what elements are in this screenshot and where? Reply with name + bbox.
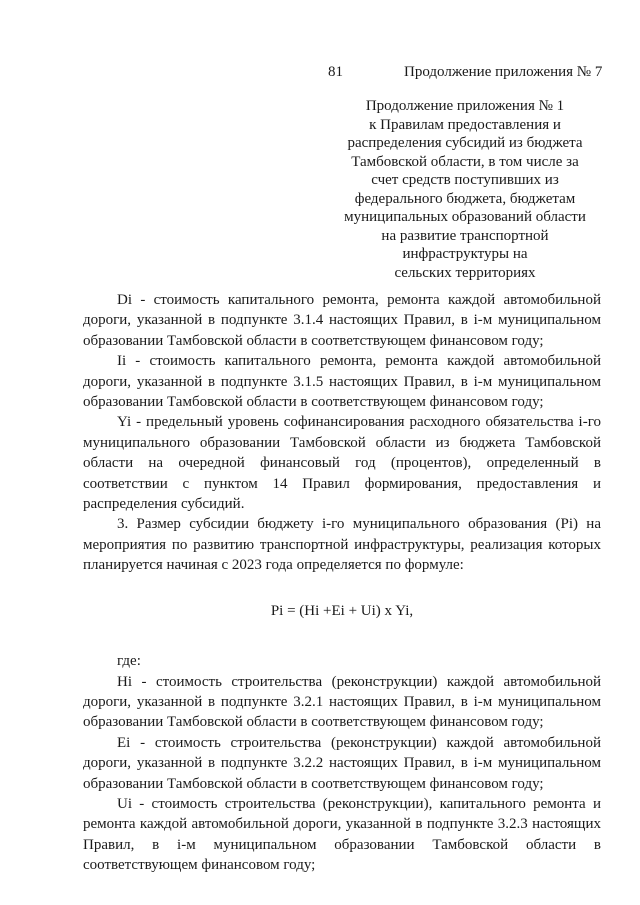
paragraph-ei: Ei - стоимость строительства (реконструкции) каждой автомобильной дороги, указанной в подпункте 3.2.2 настоящих Правил, в i-м муниципальном образовании Тамбовской области в соответствующем финансовом году; <box>83 734 601 792</box>
header-line: Продолжение приложения № 1 <box>365 98 565 114</box>
header-line: сельских территориях <box>394 264 536 281</box>
header-line: на развитие транспортной <box>381 227 549 244</box>
header-line: к Правилам предоставления и <box>369 116 561 133</box>
continuation-label: Продолжение приложения № 7 <box>404 64 603 80</box>
paragraph-section-3: 3. Размер субсидии бюджету i-го муниципального образования (Pi) на мероприятия по развитию транспортной инфраструктуры, реализация которых планируется начиная с 2023 года определяется по формуле: <box>83 516 601 574</box>
formula: Pi = (Hi +Ei + Ui) x Yi, <box>270 602 414 619</box>
header-line: Тамбовской области, в том числе за <box>351 153 579 170</box>
header-line: федерального бюджета, бюджетам <box>354 190 576 207</box>
page-number: 81 <box>328 64 343 80</box>
where-label: где: <box>117 653 141 670</box>
appendix-header <box>330 97 600 282</box>
paragraph-di: Di - стоимость капитального ремонта, ремонта каждой автомобильной дороги, указанной в подпункте 3.1.4 настоящих Правил, в i-м муниципальном образовании Тамбовской области в соответствующем финансовом году; <box>83 292 601 349</box>
paragraph-ui: Ui - стоимость строительства (реконструкции), капитального ремонта и ремонта каждой автомобильной дороги, указанной в подпункте 3.2.3 настоящих Правил, в i-м муниципальном образовании Тамбовской области в соответствующем финансовом году; <box>83 795 601 874</box>
header-line: муниципальных образований области <box>344 209 586 225</box>
header-line: инфраструктуры на <box>402 246 528 262</box>
paragraph-ii: Ii - стоимость капитального ремонта, ремонта каждой автомобильной дороги, указанной в подпункте 3.1.5 настоящих Правил, в i-м муниципальном образовании Тамбовской области в соответствующем финансовом году; <box>83 353 601 411</box>
paragraph-yi: Yi - предельный уровень софинансирования расходного обязательства i-го муниципального образовании Тамбовской области из бюджета Тамбовской области на очередной финансовый год (процентов), определенный в соответствии с пунктом 14 Правил формирования, предоставления и распределения субсидий. <box>83 414 601 513</box>
document-body <box>83 290 601 876</box>
header-line: распределения субсидий из бюджета <box>347 135 583 151</box>
paragraph-hi: Hi - стоимость строительства (реконструкции) каждой автомобильной дороги, указанной в подпункте 3.2.1 настоящих Правил, в i-м муниципальном образовании Тамбовской области в соответствующем финансовом году; <box>83 673 601 731</box>
header-line: счет средств поступивших из <box>371 172 559 188</box>
